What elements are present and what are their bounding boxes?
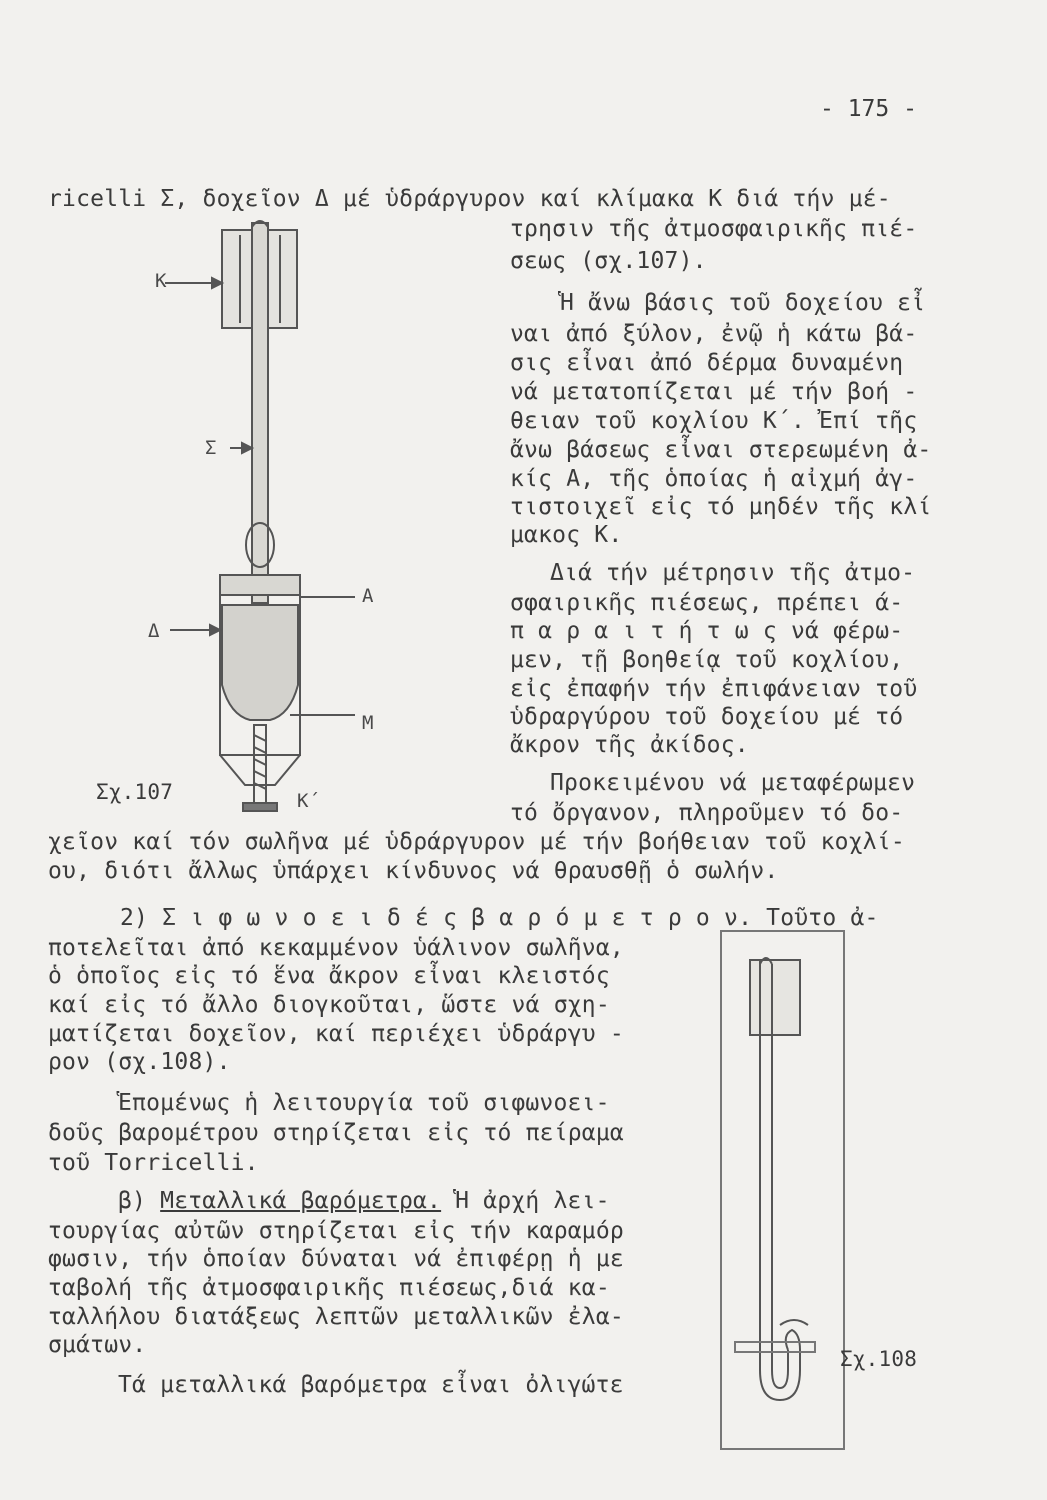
text-line: δοῦς βαρομέτρου στηρίζεται εἰς τό πείραμα [48,1120,624,1146]
text-line: νά μετατοπίζεται μέ τήν βοή - [510,379,918,405]
text-line: σμάτων. [48,1332,147,1358]
text-line: θειαν τοῦ κοχλίου Κ΄. Ἐπί τῆς [510,408,918,434]
fig107-label-D: Δ [148,620,160,642]
text-line: ἄκρον τῆς ἀκίδος. [510,732,749,758]
text-line: φωσιν, τήν ὁποίαν δύναται νά ἐπιφέρῃ ἡ με [48,1246,624,1272]
section-marker: β) [118,1188,161,1214]
text-line: κίς Α, τῆς ὁποίας ἡ αἰχμή ἀγ- [510,466,918,492]
text-line: χεῖον καί τόν σωλῆνα μέ ὑδράργυρον μέ τήν βοήθειαν τοῦ κοχλί- [48,829,905,855]
text-line: ταλλήλου διατάξεως λεπτῶν μεταλλικῶν ἐλα- [48,1304,624,1330]
fig107-label-Kprime: K΄ [297,790,320,812]
fig107-caption: Σχ.107 [96,780,174,804]
text-line: Προκειμένου νά μεταφέρωμεν [550,770,916,796]
text-line: ὁ ὁποῖος εἰς τό ἕνα ἄκρον εἶναι κλειστός [48,963,610,989]
text-line: τό ὄργανον, πληροῦμεν τό δο- [510,800,904,826]
text-line: τοῦ Torricelli. [48,1150,259,1176]
text-line: π α ρ α ι τ ή τ ω ς νά φέρω- [510,618,904,644]
text-line: ναι ἀπό ξύλον, ἐνῷ ἡ κάτω βά- [510,321,918,347]
text-line: ρον (σχ.108). [48,1049,231,1075]
text-line: ποτελεῖται ἀπό κεκαμμένον ὑάλινον σωλῆνα, [48,935,624,961]
fig107-label-K: K [155,270,167,292]
text-line: ου, διότι ἄλλως ὑπάρχει κίνδυνος νά θραυσθῇ ὁ σωλήν. [48,858,779,884]
text-line: τουργίας αὐτῶν στηρίζεται εἰς τήν καραμόρ [48,1218,624,1244]
text-line: Τά μεταλλικά βαρόμετρα εἶναι ὀλιγώτε [118,1372,624,1398]
fig107-label-S: Σ [205,437,217,459]
text-line: ricelli Σ, δοχεῖον Δ μέ ὑδράργυρον καί κλίμακα Κ διά τήν μέ- [48,186,891,212]
figure-108-drawing [720,930,845,1450]
text-line: ἄνω βάσεως εἶναι στερεωμένη ἀ- [510,437,932,463]
text-line [118,1188,610,1214]
text-line: σις εἶναι ἀπό δέρμα δυναμένη [510,350,904,376]
text-line: ὑδραργύρου τοῦ δοχείου μέ τό [510,704,904,730]
text-line: σφαιρικῆς πιέσεως, πρέπει ά- [510,590,904,616]
figure-107-drawing [140,215,480,855]
text-line: εἰς ἐπαφήν τήν ἐπιφάνειαν τοῦ [510,676,918,702]
section-heading: Μεταλλικά βαρόμετρα. [160,1188,442,1214]
text-line: ταβολή τῆς ἀτμοσφαιρικῆς πιέσεως,διά κα- [48,1275,610,1301]
text-line: Διά τήν μέτρησιν τῆς ἀτμο- [550,560,916,586]
text-line: μακος Κ. [510,522,623,548]
text-line: ματίζεται δοχεῖον, καί περιέχει ὑδράργυ - [48,1021,624,1047]
text-line: μεν, τῇ βοηθείᾳ τοῦ κοχλίου, [510,647,904,673]
text-line: τιστοιχεῖ εἰς τό μηδέν τῆς κλί [510,494,932,520]
page-number: - 175 - [820,96,917,122]
text-line: σεως (σχ.107). [510,248,707,274]
text-line: Ἡ ἄνω βάσις τοῦ δοχείου εἶ [560,290,926,316]
fig107-label-A: A [362,585,374,607]
text-line: τρησιν τῆς ἀτμοσφαιρικῆς πιέ- [510,216,918,242]
section-text: Ἡ ἀρχή λει- [441,1188,610,1214]
fig107-label-M: M [362,712,374,734]
text-line: 2) Σ ι φ ω ν ο ε ι δ έ ς β α ρ ό μ ε τ ρ ο ν. Τοῦτο ἀ- [120,905,879,931]
text-line: καί εἰς τό ἄλλο διογκοῦται, ὥστε νά σχη- [48,992,610,1018]
fig108-caption: Σχ.108 [840,1347,918,1371]
text-line: Ἑπομένως ἡ λειτουργία τοῦ σιφωνοει- [118,1090,610,1116]
